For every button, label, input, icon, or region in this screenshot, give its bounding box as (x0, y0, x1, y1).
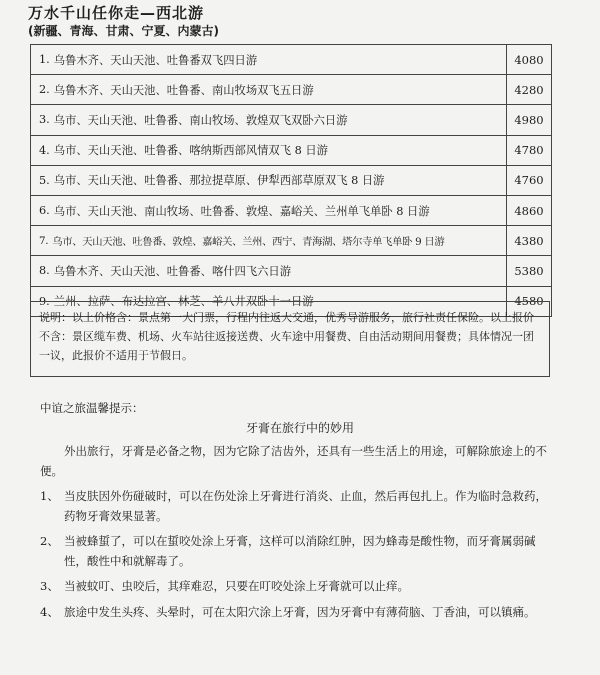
route-price: 4860 (514, 203, 544, 218)
route-text: 乌鲁木齐、天山天池、吐鲁番、喀什四飞六日游 (53, 264, 292, 278)
route-description (31, 45, 507, 74)
tip-text: 旅途中发生头疼、头晕时，可在太阳穴涂上牙膏，因为牙膏中有薄荷脑、丁香油，可以镇痛。 (64, 604, 536, 619)
table-row (31, 226, 551, 256)
tip-text: 当皮肤因外伤碰破时，可以在伤处涂上牙膏进行消炎、止血，然后再包扎上。作为临时急救药，药物牙膏效果显著。 (64, 489, 547, 523)
route-text: 乌鲁木齐、天山天池、吐鲁番双飞四日游 (53, 53, 258, 67)
tip-number: 2、 (40, 534, 59, 548)
pricing-notes: 说明：以上价格含：景点第一大门票，行程内往返大交通，优秀导游服务，旅行社责任保险。以上报价不含：景区缆车费、机场、火车站往返接送费、火车途中用餐费、自由活动期间用餐费；具体情况一团一议，此报价不适用于节假日。 (30, 301, 550, 377)
page-subtitle: (新疆、青海、甘肃、宁夏、内蒙古) (28, 24, 219, 38)
route-number: 6. (39, 204, 50, 218)
tip-item (40, 577, 552, 597)
route-number: 1. (39, 53, 50, 67)
route-description (31, 196, 507, 225)
route-price: 4580 (514, 294, 544, 309)
route-text: 乌市、天山天池、吐鲁番、喀纳斯西部风情双飞 8 日游 (53, 144, 328, 158)
route-price: 4760 (514, 173, 544, 188)
tip-text: 当被蚊叮、虫咬后，其痒难忍，只要在叮咬处涂上牙膏就可以止痒。 (64, 579, 409, 593)
table-row (31, 166, 551, 196)
route-text: 乌市、天山天池、吐鲁番、南山牧场、敦煌双飞双卧六日游 (53, 113, 348, 127)
route-price: 4780 (514, 143, 544, 158)
route-text: 乌市、天山天池、吐鲁番、那拉提草原、伊犁西部草原双飞 8 日游 (53, 174, 385, 188)
table-row (31, 256, 551, 286)
route-number: 4. (39, 143, 50, 157)
tip-item (40, 487, 552, 526)
route-description (31, 166, 507, 195)
table-row (31, 196, 551, 226)
tip-number: 1、 (40, 489, 59, 503)
route-price: 5380 (514, 263, 544, 278)
table-row (31, 45, 551, 75)
route-price: 4080 (514, 52, 544, 67)
tips-heading: 中谊之旅温馨提示： (40, 401, 144, 415)
tip-item (40, 532, 552, 571)
route-number: 9. (39, 294, 50, 308)
route-description (31, 226, 507, 255)
page-title: 万水千山任你走—西北游 (28, 4, 205, 22)
route-price: 4380 (514, 233, 544, 248)
tips-title: 牙膏在旅行中的妙用 (245, 421, 354, 435)
route-description (31, 136, 507, 165)
route-number: 5. (39, 173, 50, 187)
tip-item (40, 603, 552, 623)
route-text: 乌市、天山天池、南山牧场、吐鲁番、敦煌、嘉峪关、兰州单飞单卧 8 日游 (53, 204, 430, 218)
table-row (31, 136, 551, 166)
table-row (31, 75, 551, 105)
route-number: 7. (39, 234, 49, 247)
route-price: 4980 (514, 112, 544, 127)
tip-number: 3、 (40, 579, 59, 593)
route-description (31, 105, 507, 134)
route-description (31, 256, 507, 285)
route-text: 兰州、拉萨、布达拉宫、林芝、羊八井双卧十一日游 (53, 295, 314, 309)
route-price-table (30, 44, 552, 317)
route-description (31, 75, 507, 104)
tips-body (40, 442, 552, 628)
tips-intro: 外出旅行，牙膏是必备之物，因为它除了洁齿外，还具有一些生活上的用途，可解除旅途上的不便。 (40, 444, 547, 478)
table-row (31, 105, 551, 135)
tip-number: 4、 (40, 604, 59, 619)
route-text: 乌鲁木齐、天山天池、吐鲁番、南山牧场双飞五日游 (53, 83, 314, 97)
route-number: 2. (39, 83, 50, 97)
route-text: 乌市、天山天池、吐鲁番、敦煌、嘉峪关、兰州、西宁、青海湖、塔尔寺单飞单卧 9 日游 (52, 236, 445, 249)
route-number: 3. (39, 113, 50, 127)
route-price: 4280 (514, 82, 544, 97)
route-number: 8. (39, 264, 50, 278)
tip-text: 当被蜂蜇了，可以在蜇咬处涂上牙膏，这样可以消除红肿，因为蜂毒是酸性物，而牙膏属弱碱性，酸性中和就解毒了。 (64, 534, 536, 568)
